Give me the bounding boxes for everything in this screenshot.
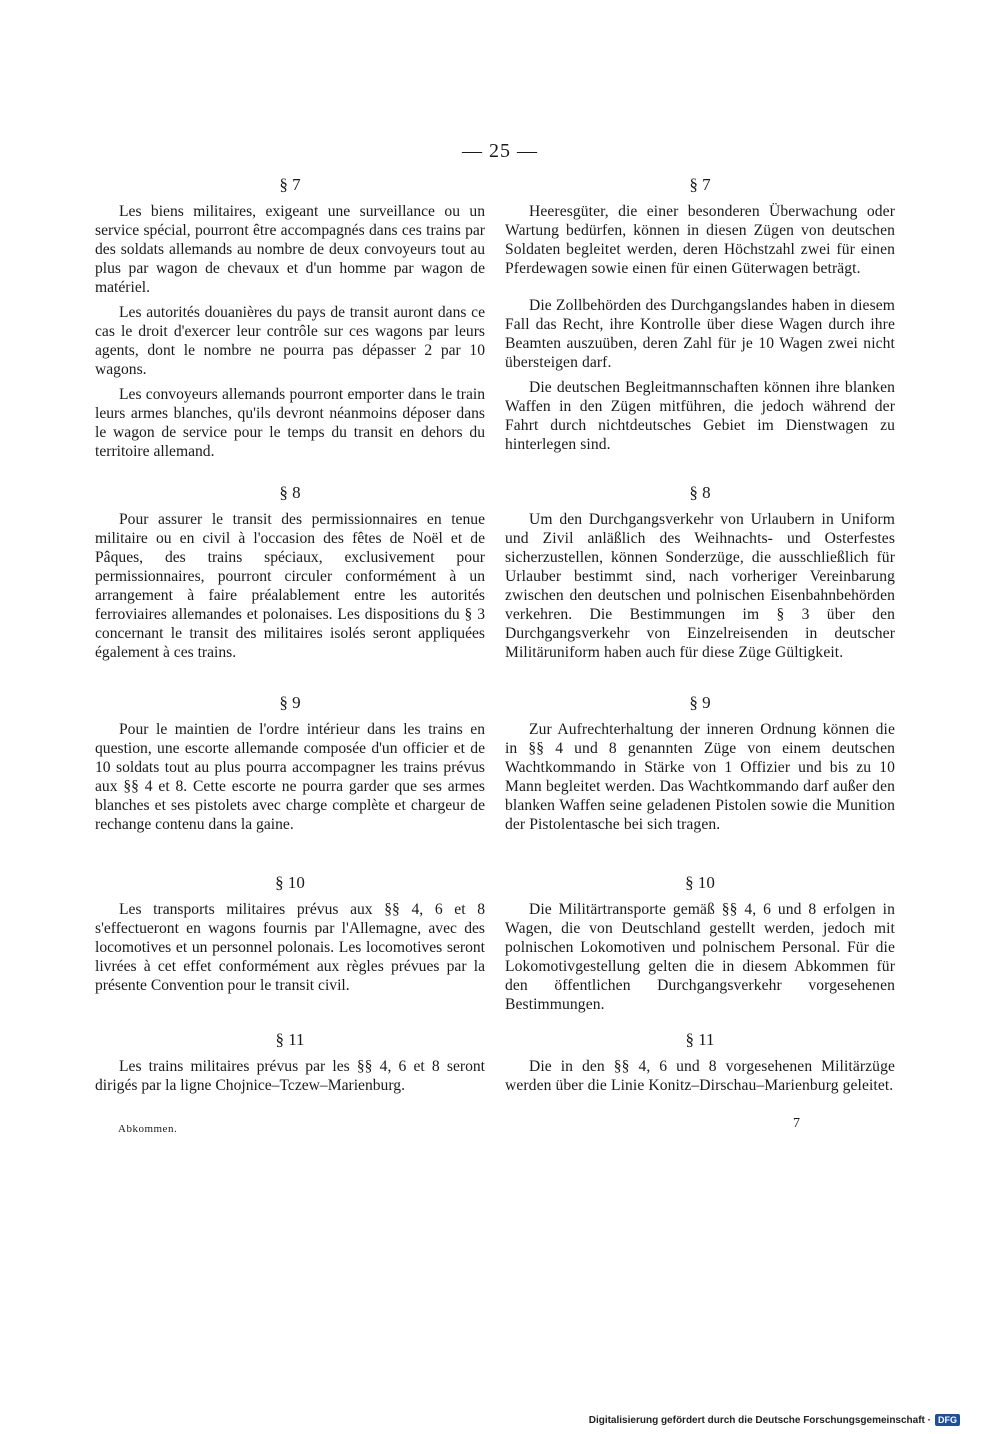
french-section-10 [95, 873, 485, 1001]
dfg-logo-icon: DFG [935, 1414, 960, 1426]
paragraph: Les autorités douanières du pays de transit auront dans ce cas le droit d'exercer leur contrôle sur ces wagons par leurs agents, dont le nombre ne pourra pas dépasser 2 par 10 wagons. [95, 304, 485, 378]
paragraph: Les trains militaires prévus par les §§ 4, 6 et 8 seront dirigés par la ligne Chojnice–Tczew–Marienburg. [95, 1058, 485, 1094]
german-section-11 [505, 1030, 895, 1101]
german-section-7 [505, 175, 895, 460]
section-heading: § 11 [275, 1030, 305, 1049]
sheet-number: 7 [793, 1116, 800, 1131]
german-section-10 [505, 873, 895, 1020]
paragraph: Les biens militaires, exigeant une surveillance ou un service spécial, pourront être accompagnés dans ces trains par des soldats allemands au nombre de deux convoyeurs tout au plus par wagon de chevaux et d'un homme par wagon de matériel. [95, 203, 485, 296]
paragraph: Die Zollbehörden des Durchgangslandes haben in diesem Fall das Recht, ihre Kontrolle über diese Wagen durch ihre Beamten auszuüben, deren Zahl für je 10 Wagen zwei nicht übersteigen darf. [505, 297, 895, 371]
section-heading: § 10 [275, 873, 305, 892]
german-section-8 [505, 483, 895, 668]
section-heading: § 11 [685, 1030, 715, 1049]
paragraph: Die in den §§ 4, 6 und 8 vorgesehenen Militärzüge werden über die Linie Konitz–Dirschau–Marienburg geleitet. [505, 1058, 895, 1094]
french-section-7 [95, 175, 485, 467]
paragraph: Pour le maintien de l'ordre intérieur dans les trains en question, une escorte allemande composée d'un officier et de 10 soldats tout au plus pourra accompagner les trains prévus aux §§ 4 et 8. Cette escorte ne pourra garder que ses armes blanches et ses pistolets avec charge complète et chargeur de rechange contenu dans la gaine. [95, 721, 485, 833]
french-section-11 [95, 1030, 485, 1101]
section-heading: § 10 [685, 873, 715, 892]
paragraph: Die deutschen Begleitmannschaften können ihre blanken Waffen in den Zügen mitführen, die jedoch während der Fahrt durch nichtdeutsches Gebiet im Dienstwagen zu hinterlegen sind. [505, 379, 895, 453]
funding-text: Digitalisierung gefördert durch die Deutsche Forschungsgemeinschaft · [588, 1414, 931, 1426]
paragraph: Les transports militaires prévus aux §§ 4, 6 et 8 s'effectueront en wagons fournis par l'Allemagne, avec des locomotives et un personnel polonais. Les locomotives seront livrées à cet effet conformément aux règles prévues par la présente Convention pour le transit civil. [95, 901, 485, 994]
footnote: Abkommen. [118, 1123, 178, 1135]
paragraph: Heeresgüter, die einer besonderen Überwachung oder Wartung bedürfen, können in diesen Zügen von deutschen Soldaten begleitet werden, deren Höchstzahl zwei für einen Pferdewagen sowie einen für einen Güterwagen beträgt. [505, 203, 895, 277]
section-heading: § 7 [279, 175, 301, 194]
paragraph: Um den Durchgangsverkehr von Urlaubern in Uniform und Zivil anläßlich des Weihnachts- und Osterfestes sicherzustellen, können Sonderzüge, die ausschließlich für Urlauber bestimmt sind, nach vorheriger Vereinbarung zwischen den deutschen und polnischen Eisenbahnbehörden verkehren. Die Bestimmungen im § 3 über den Durchgangsverkehr von Einzelreisenden in deutscher Militäruniform haben auch für diese Züge Gültigkeit. [505, 511, 895, 661]
paragraph: Zur Aufrechterhaltung der inneren Ordnung können die in §§ 4 und 8 genannten Züge von einem deutschen Wachtkommando in Stärke von 1 Offizier und bis zu 10 Mann begleitet werden. Das Wachtkommando darf außer den blanken Waffen seine geladenen Pistolen sowie die Munition der Pistolentasche bei sich tragen. [505, 721, 895, 833]
paragraph: Les convoyeurs allemands pourront emporter dans le train leurs armes blanches, qu'ils devront néanmoins déposer dans le wagon de service pour le temps du transit en dehors du territoire allemand. [95, 386, 485, 460]
german-section-9 [505, 693, 895, 840]
section-heading: § 7 [689, 175, 711, 194]
french-section-9 [95, 693, 485, 840]
french-section-8 [95, 483, 485, 668]
paragraph: Die Militärtransporte gemäß §§ 4, 6 und 8 erfolgen in Wagen, die von Deutschland gestellt werden, jedoch mit polnischen Lokomotiven und polnischem Personal. Für die Lokomotivgestellung gelten die in diesem Abkommen für den öffentlichen Durchgangsverkehr vorgesehenen Bestimmungen. [505, 901, 895, 1013]
section-heading: § 8 [279, 483, 301, 502]
funding-notice [589, 1414, 960, 1426]
section-heading: § 8 [689, 483, 711, 502]
section-heading: § 9 [279, 693, 301, 712]
page-number: — 25 — [462, 140, 538, 162]
paragraph: Pour assurer le transit des permissionnaires en tenue militaire ou en civil à l'occasion des fêtes de Noël et de Pâques, des trains spéciaux, exclusivement pour permissionnaires, pourront circuler conformément à un arrangement à faire préalablement entre les autorités ferroviaires allemandes et polonaises. Les dispositions du § 3 concernant le transit des militaires isolés seront appliquées également à ces trains. [95, 511, 485, 661]
section-heading: § 9 [689, 693, 711, 712]
